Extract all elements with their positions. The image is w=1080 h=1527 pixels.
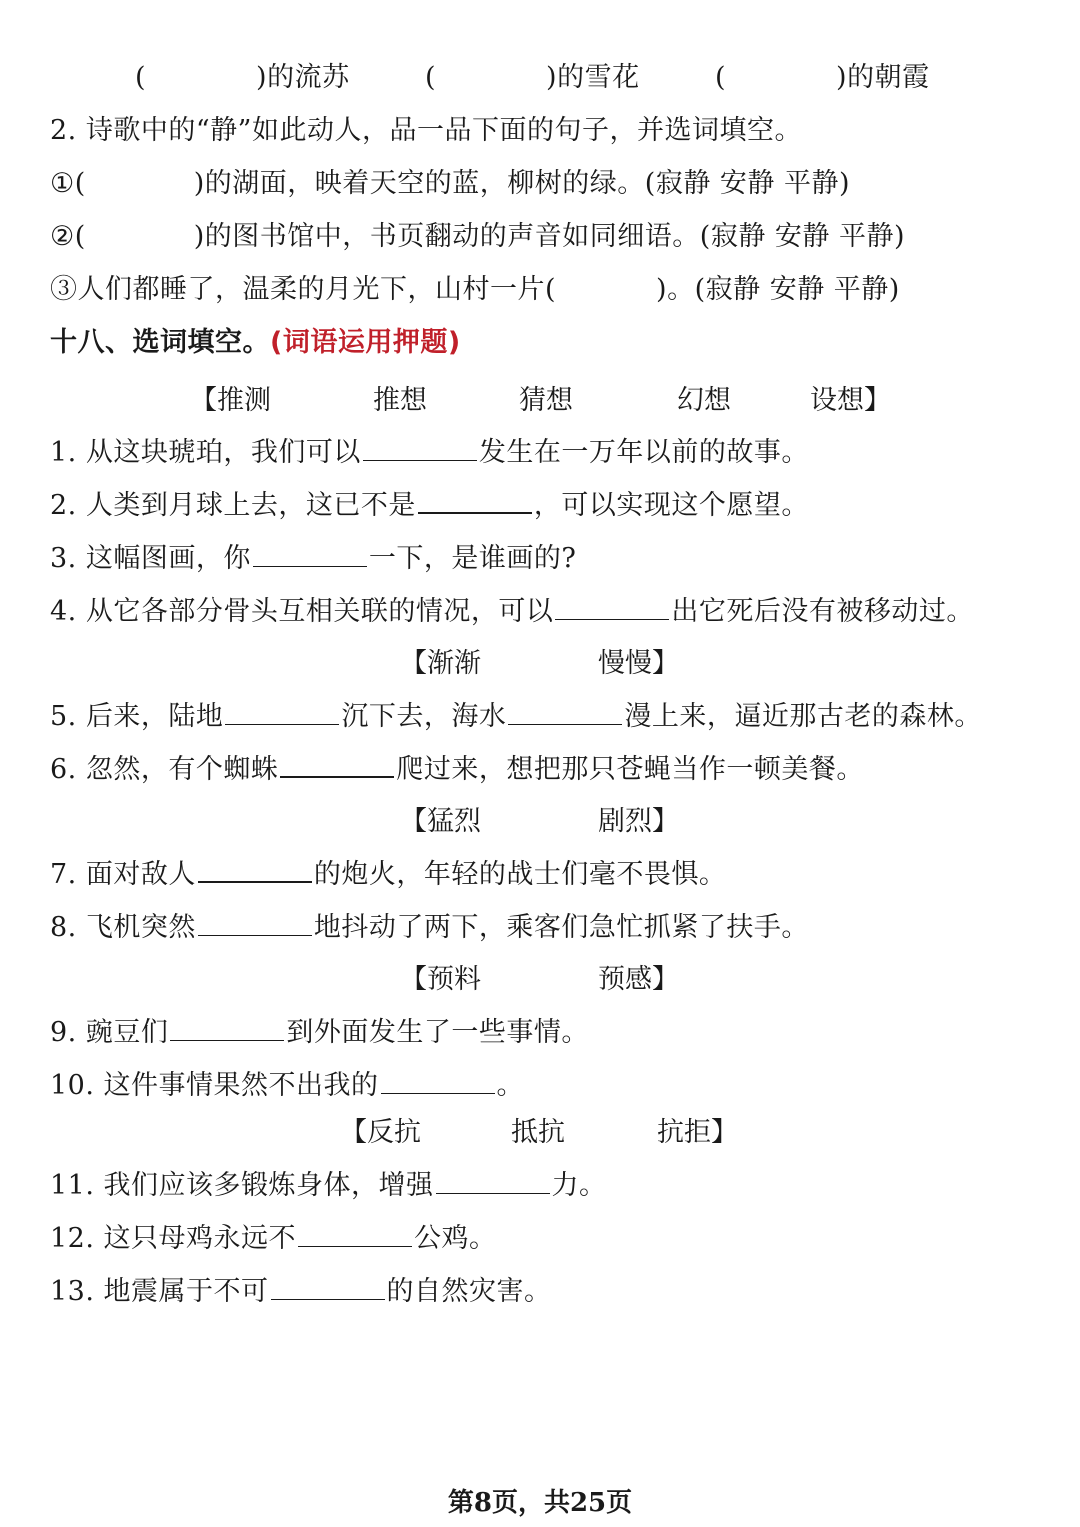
word-option: 剧烈】	[598, 806, 679, 837]
word-option: 预感】	[598, 964, 679, 995]
item-12: 12. 这只母鸡永远不 公鸡。	[50, 1223, 497, 1254]
item-10: 10. 这件事情果然不出我的 。	[50, 1070, 525, 1101]
word-option: 【推测	[190, 385, 271, 416]
word-option: 【反抗	[340, 1117, 421, 1148]
item-13: 13. 地震属于不可 的自然灾害。	[50, 1276, 552, 1307]
item-5: 5. 后来，陆地 沉下去，海水 漫上来，逼近那古老的森林。	[50, 701, 982, 732]
word-option: 慢慢】	[598, 648, 679, 679]
answer-blank[interactable]	[253, 542, 367, 567]
word-option: 【预料	[400, 964, 481, 995]
answer-blank[interactable]	[271, 1275, 385, 1300]
word-option: 抵抗	[511, 1117, 565, 1148]
blank-paren-3[interactable]: ( )的朝霞	[715, 62, 930, 93]
item-6: 6. 忽然，有个蜘蛛 爬过来，想把那只苍蝇当作一顿美餐。	[50, 754, 864, 785]
section-tag: (词语运用押题)	[270, 327, 461, 358]
answer-blank[interactable]	[418, 488, 532, 514]
word-option: 【猛烈	[400, 806, 481, 837]
answer-blank[interactable]	[555, 595, 669, 620]
answer-blank[interactable]	[198, 911, 312, 936]
answer-blank[interactable]	[198, 857, 312, 883]
page-number: 第8页，共25页	[447, 1488, 633, 1518]
answer-blank[interactable]	[436, 1169, 550, 1194]
word-option: 幻想	[677, 385, 731, 416]
item-3: 3. 这幅图画，你 一下，是谁画的?	[50, 543, 577, 574]
q2-item-1: ①( )的湖面，映着天空的蓝，柳树的绿。(寂静 安静 平静)	[50, 168, 851, 199]
item-2: 2. 人类到月球上去，这已不是 ，可以实现这个愿望。	[50, 490, 809, 521]
answer-blank[interactable]	[508, 700, 622, 725]
item-1: 1. 从这块琥珀，我们可以 发生在一万年以前的故事。	[50, 437, 809, 468]
word-option: 推想	[373, 385, 427, 416]
answer-blank[interactable]	[363, 436, 477, 461]
word-option: 猜想	[519, 385, 573, 416]
answer-blank[interactable]	[170, 1016, 284, 1041]
item-7: 7. 面对敌人 的炮火，年轻的战士们毫不畏惧。	[50, 859, 727, 890]
q2-title: 2. 诗歌中的“静”如此动人，品一品下面的句子，并选词填空。	[50, 115, 802, 146]
item-8: 8. 飞机突然 地抖动了两下，乘客们急忙抓紧了扶手。	[50, 912, 809, 943]
item-9: 9. 豌豆们 到外面发生了一些事情。	[50, 1017, 589, 1048]
section-heading: 十八、选词填空。(词语运用押题)	[50, 327, 461, 358]
item-4: 4. 从它各部分骨头互相关联的情况，可以 出它死后没有被移动过。	[50, 596, 974, 627]
item-11: 11. 我们应该多锻炼身体，增强 力。	[50, 1170, 607, 1201]
blank-paren-1[interactable]: ( )的流苏	[135, 62, 350, 93]
answer-blank[interactable]	[225, 700, 339, 725]
q2-item-3: ③人们都睡了，温柔的月光下，山村一片( )。(寂静 安静 平静)	[50, 274, 900, 305]
answer-blank[interactable]	[280, 752, 394, 778]
answer-blank[interactable]	[381, 1069, 495, 1094]
q2-item-2: ②( )的图书馆中，书页翻动的声音如同细语。(寂静 安静 平静)	[50, 221, 906, 252]
word-option: 抗拒】	[657, 1117, 738, 1148]
answer-blank[interactable]	[298, 1222, 412, 1247]
word-option: 【渐渐	[400, 648, 481, 679]
word-option: 设想】	[810, 385, 891, 416]
blank-paren-2[interactable]: ( )的雪花	[425, 62, 640, 93]
